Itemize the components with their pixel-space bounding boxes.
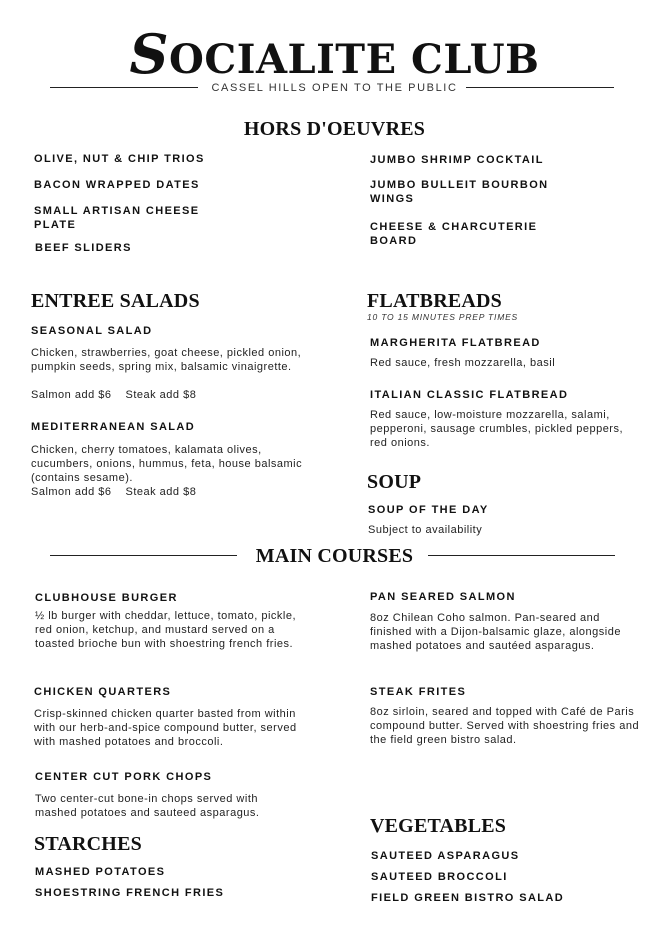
- menu-item-name: CLUBHOUSE BURGER: [35, 592, 178, 604]
- menu-item: JUMBO SHRIMP COCKTAIL: [370, 154, 544, 166]
- section-title-hors-doeuvres: HORS D'OEUVRES: [243, 118, 426, 140]
- menu-item: SMALL ARTISAN CHEESE PLATE: [34, 205, 200, 231]
- addon-salmon: Salmon add $6: [31, 389, 112, 401]
- section-title-flatbreads: FLATBREADS: [367, 290, 502, 312]
- addon-salmon: Salmon add $6: [31, 486, 112, 498]
- prep-time-note: 10 TO 15 MINUTES PREP TIMES: [367, 312, 519, 322]
- section-title-starches: STARCHES: [34, 833, 142, 855]
- menu-item: BEEF SLIDERS: [35, 242, 132, 254]
- menu-item: CHEESE & CHARCUTERIE BOARD: [370, 221, 538, 247]
- main-courses-rule-right: [428, 555, 615, 556]
- menu-item-description: ½ lb burger with cheddar, lettuce, tomato, pickle, red onion, ketchup, and mustard served on a toasted brioche bun with shoestring french fries.: [35, 610, 297, 650]
- logo-text: OCIALITE CLUB: [169, 36, 540, 83]
- menu-item: OLIVE, NUT & CHIP TRIOS: [34, 153, 205, 165]
- section-title-vegetables: VEGETABLES: [370, 815, 507, 837]
- salad-addons: [31, 388, 309, 402]
- restaurant-logo: [0, 22, 669, 86]
- menu-item-name: STEAK FRITES: [370, 686, 467, 698]
- section-title-main-courses: MAIN COURSES: [255, 545, 414, 567]
- menu-item: FIELD GREEN BISTRO SALAD: [371, 892, 565, 904]
- section-title-soup: SOUP: [367, 471, 422, 493]
- addon-steak: Steak add $8: [125, 486, 197, 498]
- menu-item-name: CHICKEN QUARTERS: [34, 686, 172, 698]
- menu-item-description: 8oz Chilean Coho salmon. Pan-seared and finished with a Dijon-balsamic glaze, alongside mashed potatoes and sautéed asparagus.: [370, 612, 621, 652]
- logo-initial: S: [129, 22, 170, 86]
- menu-item-name: PAN SEARED SALMON: [370, 591, 516, 603]
- menu-item-description: Subject to availability: [368, 524, 483, 536]
- menu-item-description: Red sauce, fresh mozzarella, basil: [370, 357, 556, 369]
- menu-item: MASHED POTATOES: [35, 866, 166, 878]
- menu-item-name: ITALIAN CLASSIC FLATBREAD: [370, 389, 569, 401]
- menu-item: SAUTEED BROCCOLI: [371, 871, 508, 883]
- menu-item-description: Two center-cut bone-in chops served with mashed potatoes and sauteed asparagus.: [35, 793, 260, 819]
- header-rule-right: [466, 87, 614, 88]
- menu-item-description: Chicken, strawberries, goat cheese, pickled onion, pumpkin seeds, spring mix, balsamic vinaigrette.: [31, 347, 302, 373]
- menu-item-name: SOUP OF THE DAY: [368, 504, 489, 516]
- addon-steak: Steak add $8: [125, 389, 197, 401]
- menu-item: JUMBO BULLEIT BOURBON WINGS: [370, 179, 549, 205]
- menu-item-name: SEASONAL SALAD: [31, 325, 153, 337]
- section-title-entree-salads: ENTREE SALADS: [31, 290, 200, 312]
- menu-item-description: Chicken, cherry tomatoes, kalamata olives, cucumbers, onions, hummus, feta, house balsamic (contains sesame).: [31, 444, 303, 484]
- menu-item-description: 8oz sirloin, seared and topped with Café de Paris compound butter. Served with shoestring fries and the field green bistro salad.: [370, 706, 640, 746]
- menu-item-description: Crisp-skinned chicken quarter basted from within with our herb-and-spice compound butter, served with mashed potatoes and broccoli.: [34, 708, 297, 748]
- menu-item-name: CENTER CUT PORK CHOPS: [35, 771, 213, 783]
- menu-item: SAUTEED ASPARAGUS: [371, 850, 520, 862]
- menu-item: SHOESTRING FRENCH FRIES: [35, 887, 225, 899]
- menu-item: BACON WRAPPED DATES: [34, 179, 200, 191]
- menu-item-name: MARGHERITA FLATBREAD: [370, 337, 541, 349]
- menu-item-description: Red sauce, low-moisture mozzarella, salami, pepperoni, sausage crumbles, pickled peppers, red onions.: [370, 409, 624, 449]
- header-subtitle: CASSEL HILLS OPEN TO THE PUBLIC: [211, 82, 458, 94]
- menu-item-name: MEDITERRANEAN SALAD: [31, 421, 196, 433]
- salad-addons: [31, 485, 309, 499]
